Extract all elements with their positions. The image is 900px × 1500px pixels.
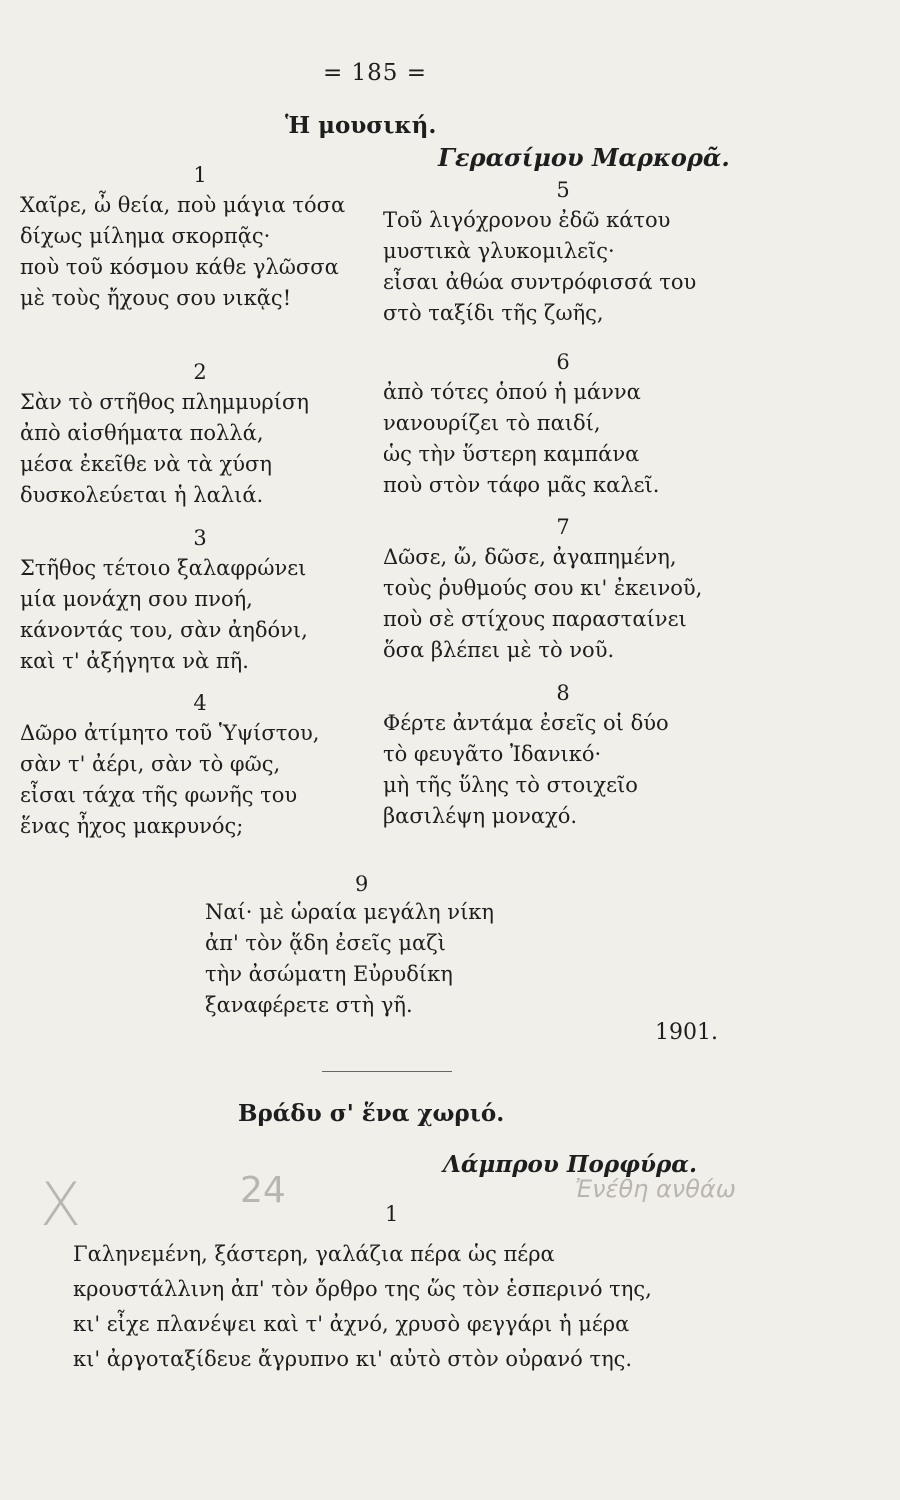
stanza-number: 8 xyxy=(556,681,570,705)
verse-line: κρουστάλλινη ἀπ' τὸν ὄρθρο της ὥς τὸν ἑσπερινό της, xyxy=(73,1277,652,1301)
poem-title: Ἡ μουσική. xyxy=(285,112,437,139)
stanza-5 xyxy=(383,175,743,329)
section-divider xyxy=(322,1071,452,1072)
verse-line: Γαληνεμένη, ξάστερη, γαλάζια πέρα ὡς πέρα xyxy=(73,1242,555,1266)
verse-line: εἶσαι τάχα τῆς φωνῆς του xyxy=(20,783,298,807)
verse-line: κι' εἶχε πλανέψει καὶ τ' ἀχνό, χρυσὸ φεγγάρι ἡ μέρα xyxy=(73,1312,630,1336)
verse-line: μία μονάχη σου πνοή, xyxy=(20,587,253,611)
poem-author: Γερασίμου Μαρκορᾶ. xyxy=(438,143,730,172)
stanza-number: 4 xyxy=(193,691,207,715)
verse-line: ποὺ σὲ στίχους παρασταίνει xyxy=(383,607,687,631)
verse-line: στὸ ταξίδι τῆς ζωῆς, xyxy=(383,301,604,325)
verse-line: μέσα ἐκεῖθε νὰ τὰ χύση xyxy=(20,452,272,476)
verse-line: κι' ἀργοταξίδευε ἄγρυπνο κι' αὐτὸ στὸν οὐρανό της. xyxy=(73,1347,633,1371)
handwritten-mark: X xyxy=(40,1170,82,1240)
verse-line: κάνοντάς του, σὰν ἀηδόνι, xyxy=(20,618,308,642)
stanza-number: 9 xyxy=(355,872,369,896)
stanza-number: 6 xyxy=(556,350,570,374)
verse-line: ἀπ' τὸν ᾅδη ἐσεῖς μαζὶ xyxy=(205,931,446,955)
stanza-number: 5 xyxy=(556,178,570,202)
verse-line: εἶσαι ἀθώα συντρόφισσά του xyxy=(383,270,697,294)
verse-line: καὶ τ' ἀξήγητα νὰ πῆ. xyxy=(20,649,249,673)
verse-line: βασιλέψη μοναχό. xyxy=(383,804,578,828)
verse-line: ξαναφέρετε στὴ γῆ. xyxy=(205,993,413,1017)
verse-line: Τοῦ λιγόχρονου ἐδῶ κάτου xyxy=(383,208,671,232)
stanza-2 xyxy=(20,357,380,511)
verse-line: ἕνας ἦχος μακρυνός; xyxy=(20,814,244,838)
verse-line: σὰν τ' ἀέρι, σὰν τὸ φῶς, xyxy=(20,752,281,776)
stanza-7 xyxy=(383,512,743,666)
stanza-6 xyxy=(383,347,743,501)
verse-line: μὲ τοὺς ἤχους σου νικᾷς! xyxy=(20,286,292,310)
poem-title: Βράδυ σ' ἕνα χωριό. xyxy=(238,1100,505,1127)
verse-line: Φέρτε ἀντάμα ἐσεῖς οἱ δύο xyxy=(383,711,669,735)
stanza-1 xyxy=(20,160,380,314)
page-number: = 185 = xyxy=(322,60,428,86)
verse-line: Χαῖρε, ὦ θεία, ποὺ μάγια τόσα xyxy=(20,193,346,217)
stanza-number: 3 xyxy=(193,526,207,550)
verse-line: μὴ τῆς ὕλης τὸ στοιχεῖο xyxy=(383,773,638,797)
verse-line: ἀπὸ αἰσθήματα πολλά, xyxy=(20,421,264,445)
verse-line: Σὰν τὸ στῆθος πλημμυρίση xyxy=(20,390,309,414)
stanza-number: 2 xyxy=(193,360,207,384)
handwritten-note: Ἐνέθη ανθάω xyxy=(575,1175,736,1203)
verse-line: ὅσα βλέπει μὲ τὸ νοῦ. xyxy=(383,638,615,662)
verse-line: Ναί· μὲ ὡραία μεγάλη νίκη xyxy=(205,900,495,924)
verse-line: ἀπὸ τότες ὁπού ἡ μάννα xyxy=(383,380,641,404)
verse-line: μυστικὰ γλυκομιλεῖς· xyxy=(383,239,615,263)
stanza-number: 1 xyxy=(193,163,207,187)
stanza-9 xyxy=(205,872,605,1021)
verse-line: δίχως μίλημα σκορπᾷς· xyxy=(20,224,271,248)
poem-date: 1901. xyxy=(655,1020,718,1045)
stanza-3 xyxy=(20,523,380,677)
verse-line: ὡς τὴν ὕστερη καμπάνα xyxy=(383,442,640,466)
stanza-number: 7 xyxy=(556,515,570,539)
verse-line: ποὺ τοῦ κόσμου κάθε γλῶσσα xyxy=(20,255,339,279)
stanza-8 xyxy=(383,678,743,832)
verse-line: νανουρίζει τὸ παιδί, xyxy=(383,411,601,435)
verse-line: Δῶσε, ὤ, δῶσε, ἀγαπημένη, xyxy=(383,545,677,569)
verse-line: ποὺ στὸν τάφο μᾶς καλεῖ. xyxy=(383,473,660,497)
verse-line: Στῆθος τέτοιο ξαλαφρώνει xyxy=(20,556,307,580)
verse-line: δυσκολεύεται ἡ λαλιά. xyxy=(20,483,264,507)
stanza-number: 1 xyxy=(385,1202,399,1226)
verse-line: τὸ φευγᾶτο Ἰδανικό· xyxy=(383,742,602,766)
poem-author: Λάμπρου Πορφύρα. xyxy=(443,1151,697,1178)
verse-line: τοὺς ῥυθμούς σου κι' ἐκεινοῦ, xyxy=(383,576,703,600)
stanza-1-poem2 xyxy=(73,1237,713,1377)
handwritten-number: 24 xyxy=(240,1170,286,1211)
verse-line: Δῶρο ἀτίμητο τοῦ Ὑψίστου, xyxy=(20,721,320,745)
stanza-4 xyxy=(20,688,380,842)
verse-line: τὴν ἀσώματη Εὐρυδίκη xyxy=(205,962,453,986)
